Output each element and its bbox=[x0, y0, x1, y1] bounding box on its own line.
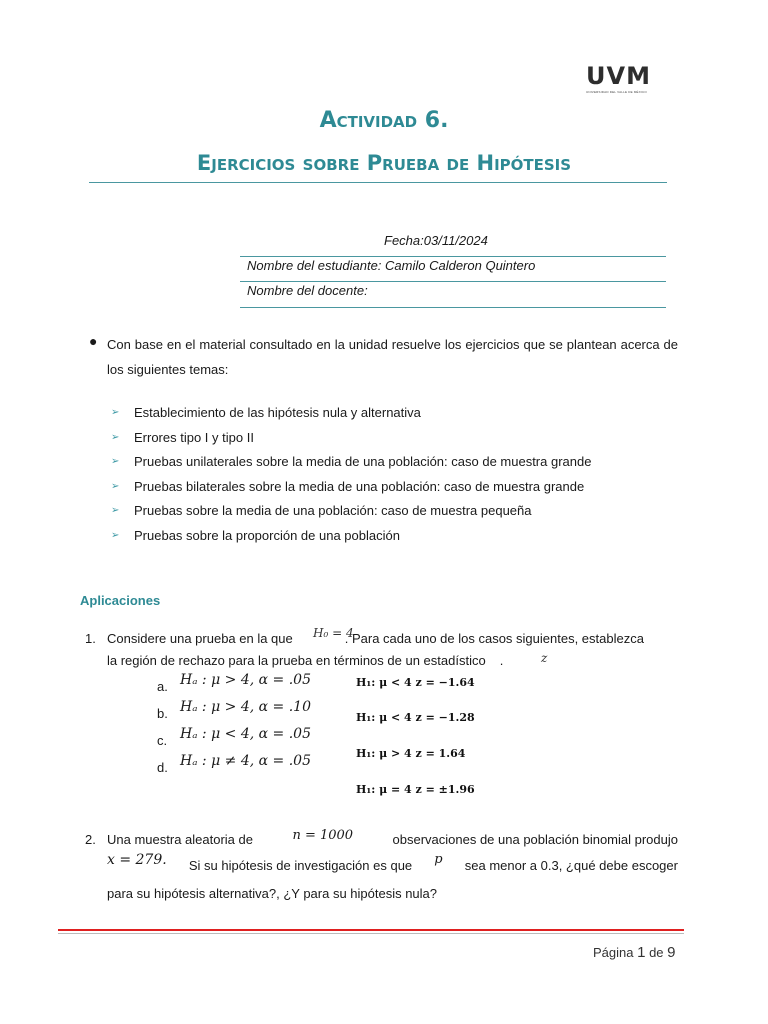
option-expression: Hₐ : μ > 4, α = .10 bbox=[180, 699, 311, 715]
arrow-bullet-icon: ➢ bbox=[111, 456, 120, 468]
section-heading: Aplicaciones bbox=[80, 593, 161, 608]
teacher-name-field: Nombre del docente: bbox=[247, 283, 368, 298]
exercise-number: 2. bbox=[85, 832, 96, 847]
list-item: ➢ Pruebas unilaterales sobre la media de una población: caso de muestra grande bbox=[111, 452, 591, 477]
list-item: ➢ Establecimiento de las hipótesis nula y alternativa bbox=[111, 403, 591, 428]
topics-list bbox=[111, 403, 591, 551]
exercise2-text-line2: x = 279. Si su hipótesis de investigación es que p sea menor a 0.3, ¿qué debe escoger bbox=[107, 852, 678, 873]
exercise-number: 1. bbox=[85, 631, 96, 646]
list-item: ➢ Pruebas sobre la proporción de una población bbox=[111, 526, 591, 551]
n-formula: n = 1000 bbox=[292, 828, 354, 843]
answer-image-text: H₁: μ = 4 z = ±1.96 bbox=[356, 783, 475, 796]
option-expression: Hₐ : μ < 4, α = .05 bbox=[180, 726, 311, 742]
exercise1-text-line2: la región de rechazo para la prueba en términos de un estadístico . bbox=[107, 653, 504, 668]
arrow-bullet-icon: ➢ bbox=[111, 431, 120, 443]
option-expression: Hₐ : μ ≠ 4, α = .05 bbox=[180, 753, 311, 769]
z-symbol: z bbox=[541, 651, 548, 665]
list-item: ➢ Pruebas sobre la media de una población: caso de muestra pequeña bbox=[111, 501, 591, 526]
h0-formula: H₀ = 4 bbox=[313, 626, 354, 640]
logo-tagline: UNIVERSIDAD DEL VALLE DE MÉXICO bbox=[586, 90, 647, 94]
date-field: Fecha:03/11/2024 bbox=[384, 233, 488, 248]
bullet-icon: ● bbox=[89, 333, 98, 349]
student-name-field: Nombre del estudiante: Camilo Calderon Quintero bbox=[247, 258, 536, 273]
header-divider bbox=[240, 281, 666, 282]
answer-image-text: H₁: μ < 4 z = −1.28 bbox=[356, 711, 475, 724]
exercise2-text: Una muestra aleatoria de n = 1000 observaciones de una población binomial produjo bbox=[107, 828, 678, 847]
arrow-bullet-icon: ➢ bbox=[111, 480, 120, 492]
option-expression: Hₐ : μ > 4, α = .05 bbox=[180, 672, 311, 688]
header-divider bbox=[240, 307, 666, 308]
title-divider bbox=[89, 182, 667, 183]
list-item: ➢ Pruebas bilaterales sobre la media de una población: caso de muestra grande bbox=[111, 477, 591, 502]
option-letter: c. bbox=[157, 733, 168, 748]
x-formula: x = 279. bbox=[107, 852, 167, 868]
page-number: Página 1 de 9 bbox=[593, 944, 676, 961]
answer-image-text: H₁: μ < 4 z = −1.64 bbox=[356, 676, 475, 689]
option-letter: a. bbox=[157, 679, 168, 694]
arrow-bullet-icon: ➢ bbox=[111, 529, 120, 541]
header-divider bbox=[240, 256, 666, 257]
option-letter: d. bbox=[157, 760, 168, 775]
uvm-logo bbox=[586, 62, 666, 102]
page-subtitle: Ejercicios sobre Prueba de Hipótesis bbox=[196, 151, 572, 175]
p-symbol: p bbox=[434, 852, 443, 867]
logo-text: UVM bbox=[586, 62, 651, 90]
exercise1-text: Considere una prueba en la que . Para cada uno de los casos siguientes, establezca bbox=[107, 631, 644, 646]
intro-paragraph: Con base en el material consultado en la unidad resuelve los ejercicios que se plantean acerca de los siguientes temas: bbox=[107, 337, 678, 377]
list-item: ➢ Errores tipo I y tipo II bbox=[111, 428, 591, 453]
answer-image-text: H₁: μ > 4 z = 1.64 bbox=[356, 747, 466, 760]
arrow-bullet-icon: ➢ bbox=[111, 407, 120, 418]
exercise2-text-line3: para su hipótesis alternativa?, ¿Y para su hipótesis nula? bbox=[107, 886, 438, 901]
arrow-bullet-icon: ➢ bbox=[111, 505, 120, 517]
footer-divider bbox=[58, 933, 684, 934]
option-letter: b. bbox=[157, 706, 168, 721]
page-title: Actividad 6. bbox=[319, 108, 449, 133]
footer-divider bbox=[58, 929, 684, 931]
